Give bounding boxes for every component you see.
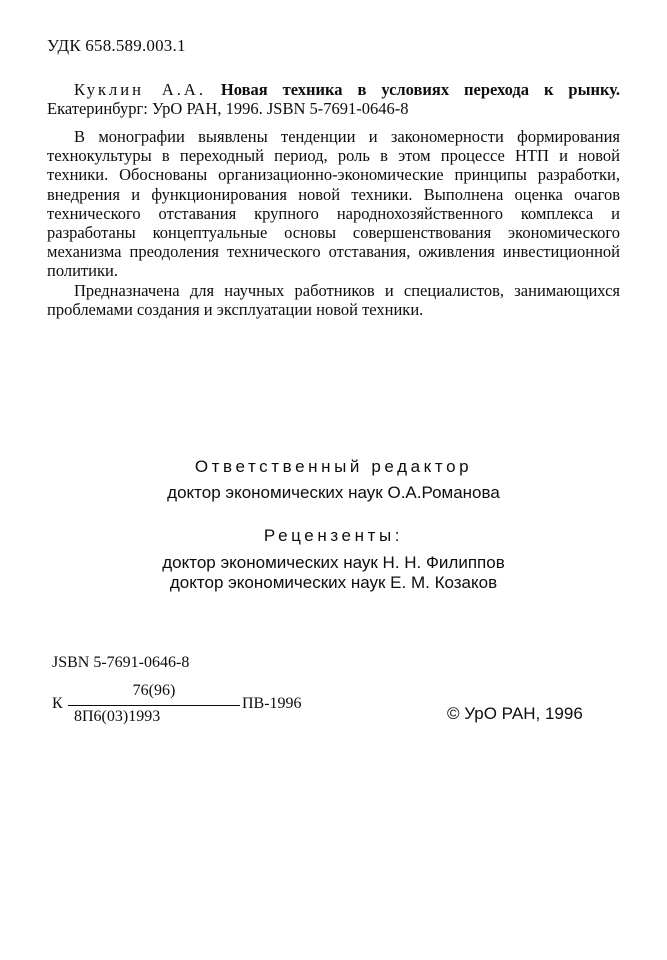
reviewers-list [0,553,667,593]
bibliographic-record [47,80,620,118]
imprint-line: Екатеринбург: УрО РАН, 1996. JSBN 5-7691-0646-8 [47,99,409,118]
udk-code: УДК 658.589.003.1 [47,36,186,55]
price-code-denominator: 8П6(03)1993 [74,708,161,725]
reviewer: доктор экономических наук Е. М. Козаков [169,573,498,592]
editor-name: доктор экономических наук О.А.Романова [167,483,500,502]
fraction-bar [68,705,240,706]
price-code-suffix: ПВ-1996 [242,695,302,712]
price-code-prefix: К [52,695,63,712]
isbn: JSBN 5-7691-0646-8 [52,654,190,671]
reviewers-label: Рецензенты: [263,526,404,545]
annotation [47,127,620,319]
reviewer: доктор экономических наук Н. Н. Филиппов [162,553,505,572]
author-name: Куклин А.А. [74,80,206,99]
editor-label: Ответственный редактор [194,457,473,476]
annotation-paragraph: Предназначена для научных работников и специалистов, занимающихся проблемами создания и эксплуатации новой техники. [47,280,620,319]
price-code-formula [52,682,302,732]
price-code-numerator: 76(96) [132,682,176,699]
book-title: Новая техника в условиях перехода к рынку. [220,80,620,99]
copyright-notice: © УрО РАН, 1996 [447,704,583,723]
annotation-paragraph: В монографии выявлены тенденции и закономерности формирования технокультуры в переходный период, роль в этом процессе НТП и новой техники. Обоснованы организационно-экономические принципы разработки, внедрения и функционирования новой техники. Выполнена оценка очагов технического отставания крупного народнохозяйственного комплекса и разработаны концептуальные основы совершенствования экономического механизма преодоления технического отставания, оживления инвестиционной политики. [47,127,620,281]
